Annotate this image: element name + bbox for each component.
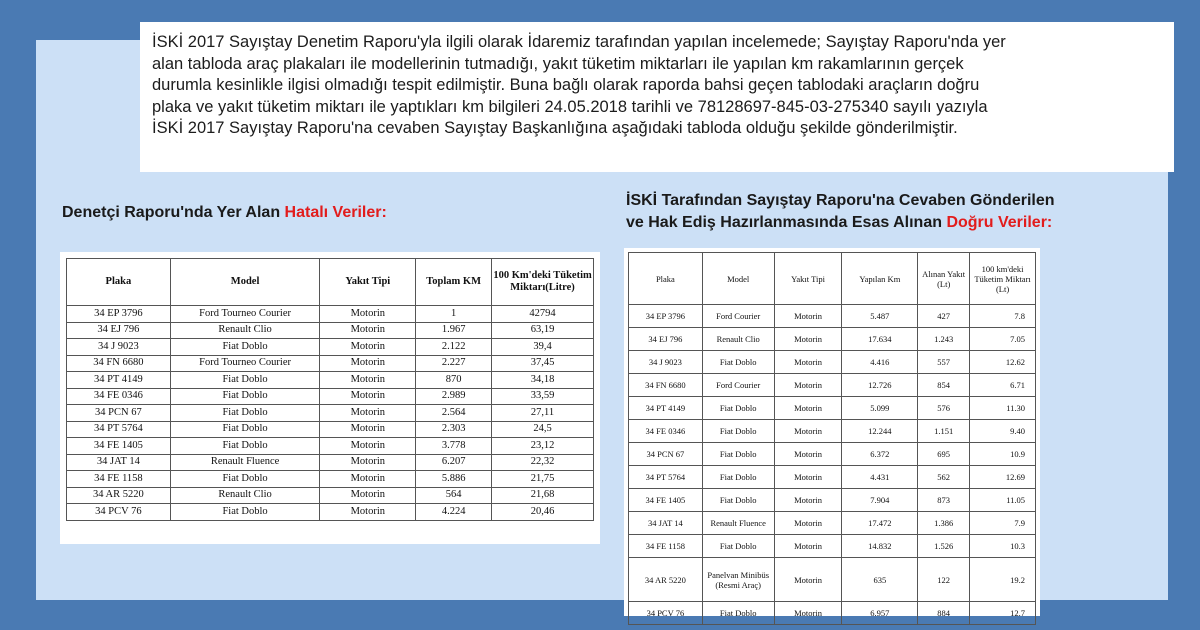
- table-cell: 1.151: [918, 420, 970, 443]
- table-cell: 2.564: [416, 405, 492, 422]
- table-cell: 34 AR 5220: [629, 558, 703, 602]
- table-cell: Fiat Doblo: [170, 471, 320, 488]
- table-cell: 34 J 9023: [629, 351, 703, 374]
- table-cell: Motorin: [774, 602, 842, 625]
- table-cell: 34 EP 3796: [67, 306, 171, 323]
- table-cell: Motorin: [320, 388, 416, 405]
- correct-data-heading-line2: [626, 212, 1055, 234]
- table-cell: Motorin: [774, 420, 842, 443]
- table-cell: 7.904: [842, 489, 918, 512]
- table-row: [629, 351, 1036, 374]
- column-header: Yapılan Km: [842, 253, 918, 305]
- table-cell: Motorin: [320, 306, 416, 323]
- correct-data-table: [628, 252, 1036, 625]
- table-cell: 5.886: [416, 471, 492, 488]
- table-cell: 12.244: [842, 420, 918, 443]
- column-header: Toplam KM: [416, 259, 492, 306]
- column-header: Model: [170, 259, 320, 306]
- table-cell: Fiat Doblo: [170, 405, 320, 422]
- table-cell: 24,5: [492, 421, 594, 438]
- table-cell: Fiat Doblo: [702, 420, 774, 443]
- table-cell: 34 PCV 76: [67, 504, 171, 521]
- table-cell: 22,32: [492, 454, 594, 471]
- table-cell: 42794: [492, 306, 594, 323]
- correct-data-highlight: Doğru Veriler:: [946, 214, 1053, 231]
- table-cell: 870: [416, 372, 492, 389]
- intro-line: durumla kesinlikle ilgisi olmadığı tespit edilmiştir. Buna bağlı olarak raporda bahsi geçen tablodaki araçların doğru: [152, 76, 980, 94]
- table-cell: Motorin: [320, 487, 416, 504]
- table-cell: Motorin: [320, 471, 416, 488]
- table-cell: 34 FE 1405: [629, 489, 703, 512]
- table-cell: 557: [918, 351, 970, 374]
- column-header: Yakıt Tipi: [320, 259, 416, 306]
- table-row: [629, 397, 1036, 420]
- table-cell: Fiat Doblo: [702, 443, 774, 466]
- table-row: [629, 535, 1036, 558]
- correct-data-heading: [626, 190, 1055, 234]
- table-cell: 1: [416, 306, 492, 323]
- table-cell: Fiat Doblo: [170, 438, 320, 455]
- table-cell: 884: [918, 602, 970, 625]
- table-cell: 34 PT 5764: [67, 421, 171, 438]
- table-cell: 6.957: [842, 602, 918, 625]
- table-cell: 21,75: [492, 471, 594, 488]
- table-cell: 34 EJ 796: [67, 322, 171, 339]
- table-cell: 34 AR 5220: [67, 487, 171, 504]
- table-cell: 14.832: [842, 535, 918, 558]
- table-cell: 1.386: [918, 512, 970, 535]
- table-cell: Motorin: [320, 405, 416, 422]
- table-cell: 34 PT 4149: [67, 372, 171, 389]
- table-cell: 11.30: [970, 397, 1036, 420]
- table-cell: Motorin: [320, 454, 416, 471]
- table-row: [67, 421, 594, 438]
- table-cell: Ford Tourneo Courier: [170, 306, 320, 323]
- table-cell: Renault Clio: [702, 328, 774, 351]
- table-cell: Renault Clio: [170, 322, 320, 339]
- table-row: [629, 420, 1036, 443]
- table-cell: Panelvan Minibüs (Resmi Araç): [702, 558, 774, 602]
- table-cell: Fiat Doblo: [702, 535, 774, 558]
- table-row: [67, 438, 594, 455]
- table-cell: Motorin: [774, 558, 842, 602]
- table-cell: 122: [918, 558, 970, 602]
- table-cell: 1.243: [918, 328, 970, 351]
- table-cell: Motorin: [320, 355, 416, 372]
- table-cell: 34 EP 3796: [629, 305, 703, 328]
- table-cell: 6.207: [416, 454, 492, 471]
- table-cell: Motorin: [774, 351, 842, 374]
- table-cell: Fiat Doblo: [702, 489, 774, 512]
- table-cell: Motorin: [320, 421, 416, 438]
- correct-data-heading-line1: İSKİ Tarafından Sayıştay Raporu'na Cevaben Gönderilen: [626, 192, 1055, 209]
- table-cell: Fiat Doblo: [702, 466, 774, 489]
- table-header-row: [67, 259, 594, 306]
- table-cell: 34 FN 6680: [629, 374, 703, 397]
- table-cell: Motorin: [320, 438, 416, 455]
- table-cell: 34 FN 6680: [67, 355, 171, 372]
- table-cell: 2.989: [416, 388, 492, 405]
- column-header: Plaka: [67, 259, 171, 306]
- table-cell: Motorin: [774, 397, 842, 420]
- intro-line: plaka ve yakıt tüketim miktarı ile yaptıkları km bilgileri 24.05.2018 tarihli ve 78128697-845-03-275340 sayılı yazıyla: [152, 97, 988, 116]
- table-cell: 39,4: [492, 339, 594, 356]
- table-cell: 427: [918, 305, 970, 328]
- table-cell: 564: [416, 487, 492, 504]
- table-cell: Ford Tourneo Courier: [170, 355, 320, 372]
- column-header: Yakıt Tipi: [774, 253, 842, 305]
- table-cell: 12.69: [970, 466, 1036, 489]
- wrong-data-table: [66, 258, 594, 521]
- table-cell: 33,59: [492, 388, 594, 405]
- wrong-data-heading: [62, 202, 387, 224]
- table-row: [67, 504, 594, 521]
- column-header: 100 Km'deki Tüketim Miktarı(Litre): [492, 259, 594, 306]
- table-cell: 562: [918, 466, 970, 489]
- table-cell: Motorin: [320, 339, 416, 356]
- table-cell: 34 FE 0346: [629, 420, 703, 443]
- table-cell: 2.227: [416, 355, 492, 372]
- wrong-data-heading-text: Denetçi Raporu'nda Yer Alan: [62, 204, 285, 221]
- table-cell: 34 JAT 14: [629, 512, 703, 535]
- table-row: [629, 512, 1036, 535]
- table-cell: 1.967: [416, 322, 492, 339]
- table-cell: 34 EJ 796: [629, 328, 703, 351]
- table-cell: 21,68: [492, 487, 594, 504]
- table-cell: 5.487: [842, 305, 918, 328]
- table-row: [67, 322, 594, 339]
- table-cell: 17.472: [842, 512, 918, 535]
- table-cell: 37,45: [492, 355, 594, 372]
- table-cell: 34,18: [492, 372, 594, 389]
- correct-data-table-card: [624, 248, 1040, 616]
- table-cell: 34 J 9023: [67, 339, 171, 356]
- table-cell: Motorin: [774, 489, 842, 512]
- table-cell: 11.05: [970, 489, 1036, 512]
- table-cell: Fiat Doblo: [170, 372, 320, 389]
- table-cell: 2.303: [416, 421, 492, 438]
- table-cell: 12.62: [970, 351, 1036, 374]
- intro-line: İSKİ 2017 Sayıştay Denetim Raporu'yla ilgili olarak İdaremiz tarafından yapılan incelemede; Sayıştay Raporu'nda yer: [152, 33, 1006, 51]
- table-cell: Fiat Doblo: [702, 397, 774, 420]
- table-cell: Fiat Doblo: [170, 388, 320, 405]
- table-row: [629, 558, 1036, 602]
- table-cell: Fiat Doblo: [702, 351, 774, 374]
- table-cell: Motorin: [774, 443, 842, 466]
- table-cell: 34 PCN 67: [629, 443, 703, 466]
- table-cell: 695: [918, 443, 970, 466]
- table-cell: Motorin: [774, 305, 842, 328]
- intro-text-box: [140, 22, 1174, 172]
- table-cell: 17.634: [842, 328, 918, 351]
- table-cell: Motorin: [320, 372, 416, 389]
- table-cell: Renault Clio: [170, 487, 320, 504]
- table-cell: 12.7: [970, 602, 1036, 625]
- table-cell: 34 PCN 67: [67, 405, 171, 422]
- table-cell: 63,19: [492, 322, 594, 339]
- table-cell: Ford Courier: [702, 305, 774, 328]
- table-cell: 1.526: [918, 535, 970, 558]
- table-cell: Motorin: [774, 466, 842, 489]
- table-row: [629, 602, 1036, 625]
- column-header: 100 km'deki Tüketim Miktarı (Lt): [970, 253, 1036, 305]
- intro-line: alan tabloda araç plakaları ile modellerinin tutmadığı, yakıt tüketim miktarları ile yapılan km rakamlarının gerçek: [152, 54, 964, 73]
- table-row: [629, 466, 1036, 489]
- table-cell: 34 JAT 14: [67, 454, 171, 471]
- table-cell: 2.122: [416, 339, 492, 356]
- table-cell: Fiat Doblo: [170, 421, 320, 438]
- table-row: [67, 487, 594, 504]
- table-cell: 23,12: [492, 438, 594, 455]
- table-row: [629, 305, 1036, 328]
- table-cell: 34 PT 5764: [629, 466, 703, 489]
- table-cell: 4.431: [842, 466, 918, 489]
- table-cell: 19.2: [970, 558, 1036, 602]
- table-row: [67, 355, 594, 372]
- table-cell: Motorin: [774, 535, 842, 558]
- table-cell: 34 FE 1158: [67, 471, 171, 488]
- table-cell: 5.099: [842, 397, 918, 420]
- table-cell: 4.416: [842, 351, 918, 374]
- table-cell: 854: [918, 374, 970, 397]
- table-cell: 20,46: [492, 504, 594, 521]
- table-cell: 3.778: [416, 438, 492, 455]
- table-cell: 576: [918, 397, 970, 420]
- column-header: Alınan Yakıt (Lt): [918, 253, 970, 305]
- table-row: [67, 339, 594, 356]
- table-cell: 873: [918, 489, 970, 512]
- intro-line: İSKİ 2017 Sayıştay Raporu'na cevaben Sayıştay Başkanlığına aşağıdaki tabloda olduğu şekilde gönderilmiştir.: [152, 119, 958, 137]
- wrong-data-table-card: [60, 252, 600, 544]
- table-row: [629, 328, 1036, 351]
- table-cell: 10.3: [970, 535, 1036, 558]
- table-cell: Motorin: [320, 504, 416, 521]
- table-cell: 34 FE 0346: [67, 388, 171, 405]
- column-header: Model: [702, 253, 774, 305]
- table-cell: 34 FE 1405: [67, 438, 171, 455]
- table-row: [67, 388, 594, 405]
- table-cell: Motorin: [774, 328, 842, 351]
- table-cell: Fiat Doblo: [702, 602, 774, 625]
- table-row: [67, 306, 594, 323]
- table-cell: 6.372: [842, 443, 918, 466]
- correct-data-heading-text: ve Hak Ediş Hazırlanmasında Esas Alınan: [626, 214, 947, 231]
- table-cell: Renault Fluence: [702, 512, 774, 535]
- table-row: [629, 443, 1036, 466]
- table-cell: Fiat Doblo: [170, 504, 320, 521]
- table-cell: Renault Fluence: [170, 454, 320, 471]
- table-cell: 4.224: [416, 504, 492, 521]
- table-header-row: [629, 253, 1036, 305]
- table-cell: 7.8: [970, 305, 1036, 328]
- table-cell: 34 PCV 76: [629, 602, 703, 625]
- table-cell: 6.71: [970, 374, 1036, 397]
- table-cell: Ford Courier: [702, 374, 774, 397]
- table-row: [67, 405, 594, 422]
- table-cell: 10.9: [970, 443, 1036, 466]
- table-cell: Motorin: [320, 322, 416, 339]
- table-cell: 9.40: [970, 420, 1036, 443]
- table-cell: 635: [842, 558, 918, 602]
- table-cell: Motorin: [774, 512, 842, 535]
- table-cell: Motorin: [774, 374, 842, 397]
- table-cell: 7.9: [970, 512, 1036, 535]
- wrong-data-highlight: Hatalı Veriler:: [284, 204, 387, 221]
- table-row: [67, 372, 594, 389]
- table-row: [67, 471, 594, 488]
- table-row: [67, 454, 594, 471]
- table-cell: 27,11: [492, 405, 594, 422]
- table-cell: 7.05: [970, 328, 1036, 351]
- table-cell: 34 FE 1158: [629, 535, 703, 558]
- table-cell: Fiat Doblo: [170, 339, 320, 356]
- column-header: Plaka: [629, 253, 703, 305]
- table-cell: 12.726: [842, 374, 918, 397]
- table-row: [629, 374, 1036, 397]
- table-row: [629, 489, 1036, 512]
- table-cell: 34 PT 4149: [629, 397, 703, 420]
